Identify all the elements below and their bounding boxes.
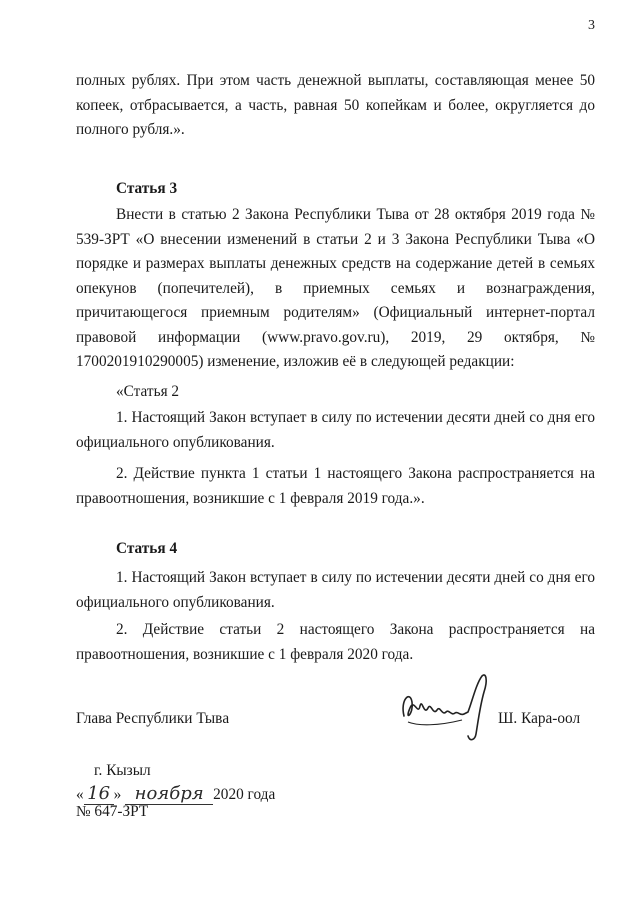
date-year: 2020 года: [213, 786, 276, 803]
city: г. Кызыл: [94, 762, 151, 779]
article-3-item-2: 2. Действие пункта 1 статьи 1 настоящего Закона распространяется на правоотношения, возникшие с 1 февраля 2019 года.».: [76, 465, 595, 507]
date-month: ноября: [125, 783, 213, 805]
article-3-body: Внести в статью 2 Закона Республики Тыва от 28 октября 2019 года № 539-ЗРТ «О внесении изменений в статьи 2 и 3 Закона Республики Тыва «О порядке и размерах выплаты денежных средств на содержание детей в семьях опекунов (попечителей), в приемных семьях и вознаграждения, причитающегося приемным родителям» (Официальный интернет-портал правовой информации (www.pravo.gov.ru), 2019, 29 октября, № 1700201910290005) изменение, изложив её в следующей редакции:: [76, 206, 595, 370]
page-number: 3: [588, 18, 595, 33]
signatory-name: Ш. Кара-оол: [498, 710, 581, 727]
article-4-heading: Статья 4: [116, 540, 178, 557]
intro-paragraph: полных рублях. При этом часть денежной выплаты, составляющая менее 50 копеек, отбрасывается, а часть, равная 50 копейкам и более, округляется до полного рубля.».: [76, 72, 595, 138]
article-4-item-2: 2. Действие статьи 2 настоящего Закона распространяется на правоотношения, возникшие с 1 февраля 2020 года.: [76, 621, 595, 663]
article-4-item-1: 1. Настоящий Закон вступает в силу по истечении десяти дней со дня его официального опубликования.: [76, 569, 595, 611]
law-number: № 647-ЗРТ: [76, 803, 149, 820]
date-day: 16: [84, 783, 114, 805]
article-3-heading: Статья 3: [116, 180, 178, 197]
quote-heading: «Статья 2: [116, 383, 180, 400]
date-quote-close: »: [113, 786, 122, 803]
date-quote-open: «: [76, 786, 84, 803]
article-3-item-1: 1. Настоящий Закон вступает в силу по истечении десяти дней со дня его официального опубликования.: [76, 409, 595, 451]
date-line: [76, 783, 275, 805]
handwritten-signature: [398, 672, 490, 748]
signatory-position: Глава Республики Тывa: [76, 710, 230, 727]
